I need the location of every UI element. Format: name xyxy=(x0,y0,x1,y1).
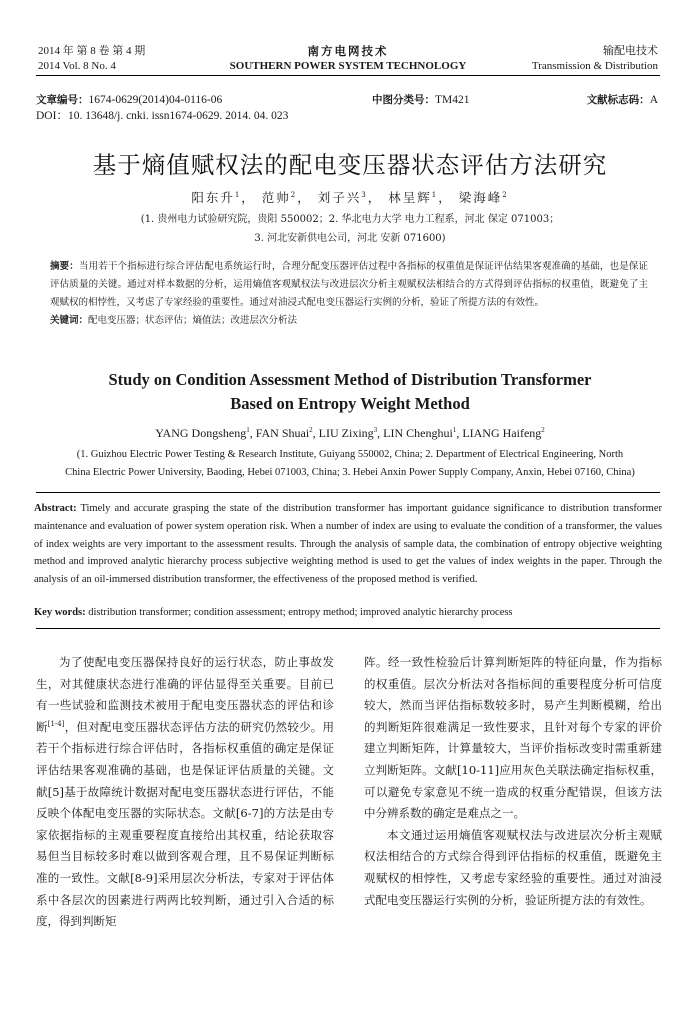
journal-name-cn: 南方电网技术 xyxy=(307,44,389,58)
body-column-left xyxy=(36,652,334,933)
abstract-cn-body: 摘要：当用若干个指标进行综合评估配电系统运行时，合理分配变压器评估过程中各指标的权重值是保证评估结果客观准确的基础，也是保证评估质量的关键。通过对样本数据的分析，运用熵值客观赋权法与改进层次分析主观赋权法相结合的方式得到评估指标的权重值，既避免了主观赋权的相悖性，又考虑了专家经验的重要性。通过对油浸式配电变压器运行实例的分析，验证了所提方法的有效性。 xyxy=(50,261,648,308)
clc-number: 中图分类号：TM421 xyxy=(372,94,470,106)
author-cn: 刘子兴$^3$ xyxy=(317,190,368,205)
running-header xyxy=(38,44,658,76)
authors-cn: 阳东升$^1$， 范帅$^2$， 刘子兴$^3$， 林呈辉$^1$， 梁海峰$^2$ xyxy=(191,190,509,205)
abstract-rule-bottom xyxy=(36,628,660,629)
abstract-en: Abstract: Timely and accurate grasping the state of the distribution transformer has important guidance significance to distribution transformer maintenance and evaluation of power system operation risk. When a number of index are using to evaluate the condition of a transformer, the values of index weights are very important to the assessment results. Through the analysis of sample data, the combination of entropy objective weighting method and improved analytic hierarchy process subjective weighting method is used to get the values of index weights in the paper. Through the analysis of an oil-immersed distribution transformer, the effectiveness of the proposed method is verified. xyxy=(34,503,662,586)
keywords-cn: 关键词：配电变压器；状态评估；熵值法；改进层次分析法 xyxy=(50,315,298,326)
header-issue-cn: 2014 年 第 8 卷 第 4 期 xyxy=(38,45,146,57)
document-code: 文献标志码：A xyxy=(586,94,658,106)
affiliations-cn: (1. 贵州电力试验研究院，贵阳 550002；2. 华北电力大学 电力工程系，河北 保定 071003； 3. 河北安新供电公司，河北 安新 071600) xyxy=(140,214,560,244)
journal-name-en: SOUTHERN POWER SYSTEM TECHNOLOGY xyxy=(229,60,467,72)
header-section-en: Transmission & Distribution xyxy=(531,60,658,72)
body-paragraph: 本文通过运用熵值客观赋权法与改进层次分析主观赋权法相结合的方式综合得到评估指标的权重值，既避免主观赋权的相悖性，又考虑专家经验的重要性。通过对油浸式配电变压器运行实例的分析，验证所提方法的有效性。 xyxy=(364,827,662,907)
author-cn: 阳东升$^1$ xyxy=(191,190,242,205)
author-en: YANG Dongsheng$^1$ xyxy=(155,426,250,440)
header-section-cn: 输配电技术 xyxy=(603,45,658,57)
author-en: LIN Chenghui$^1$ xyxy=(383,426,457,440)
author-en: LIU Zixing$^3$ xyxy=(318,426,378,440)
header-rule xyxy=(36,75,660,76)
abstract-rule-top xyxy=(36,492,660,493)
body-paragraph: 为了使配电变压器保持良好的运行状态，防止事故发生，对其健康状态进行准确的评估显得至关重要。目前已有一些试验和监测技术被用于配电变压器状态的评估和诊断[1-4]，但对配电变压器状态评估方法的研究仍然较少。用若干个指标进行综合评估时，各指标权重值的确定是保证评估结果客观准确的基础，也是保证评估质量的关键。文献[5]基于故障统计数据对配电变压器状态进行评估，不能反映个体配电变压器的实际状态。文献[6-7]的方法是由专家依据指标的主观重要程度直接给出其权重，结论获取容易但当目标较多时难以做到客观合理，且不易保证判断标准的一致性。文献[8-9]采用层次分析法，专家对于评估体系中各层次的因素进行两两比较判断，通过引入合适的标度，得到判断矩 xyxy=(36,655,335,929)
body-paragraph: 阵。经一致性检验后计算判断矩阵的特征向量，作为指标的权重值。层次分析法对各指标间的重要程度分析可信度较大，然而当评估指标数较多时，易产生判断模糊，给出的判断矩阵很难满足一致性要求，且针对每个专家的评价建立判断矩阵，计算量较大，当评价指标改变时需重新建立判断矩阵。文献[10-11]应用灰色关联法确定指标权重，可以避免专家意见不统一造成的权重分配错误，但该方法中分辨系数的确定是难点之一。 xyxy=(364,655,662,821)
author-en: FAN Shuai$^2$ xyxy=(255,426,313,440)
body-column-right xyxy=(364,652,662,911)
author-cn: 范帅$^2$ xyxy=(261,190,298,205)
header-issue-en: 2014 Vol. 8 No. 4 xyxy=(38,60,116,72)
article-number: 文章编号：1674-0629(2014)04-0116-06 xyxy=(36,94,223,106)
abstract-cn xyxy=(50,258,648,330)
article-meta xyxy=(36,92,658,124)
authors-en: YANG Dongsheng$^1$, FAN Shuai$^2$, LIU Zixing$^3$, LIN Chenghui$^1$, LIANG Haifeng$^2$ xyxy=(155,426,545,440)
affiliations-en: (1. Guizhou Electric Power Testing & Research Institute, Guiyang 550002, China; 2. Department of Electrical Engineering, North China Electric Power University, Baoding, Hebei 071003, China; 3. Hebei Anxin Power Supply Company, Anxin, Hebei 07160, China) xyxy=(65,449,635,478)
title-cn: 基于熵值赋权法的配电变压器状态评估方法研究 xyxy=(92,151,608,179)
author-cn: 梁海峰$^2$ xyxy=(458,190,509,205)
title-en: Study on Condition Assessment Method of Distribution Transformer Based on Entropy Weight Method xyxy=(108,370,592,413)
header-section xyxy=(532,44,658,74)
author-cn: 林呈辉$^1$ xyxy=(388,190,439,205)
author-en: LIANG Haifeng$^2$ xyxy=(462,426,545,440)
keywords-en: Key words: distribution transformer; condition assessment; entropy method; improved analytic hierarchy process xyxy=(34,607,513,618)
doi: DOI：10. 13648/j. cnki. issn1674-0629. 2014. 04. 023 xyxy=(36,110,289,122)
